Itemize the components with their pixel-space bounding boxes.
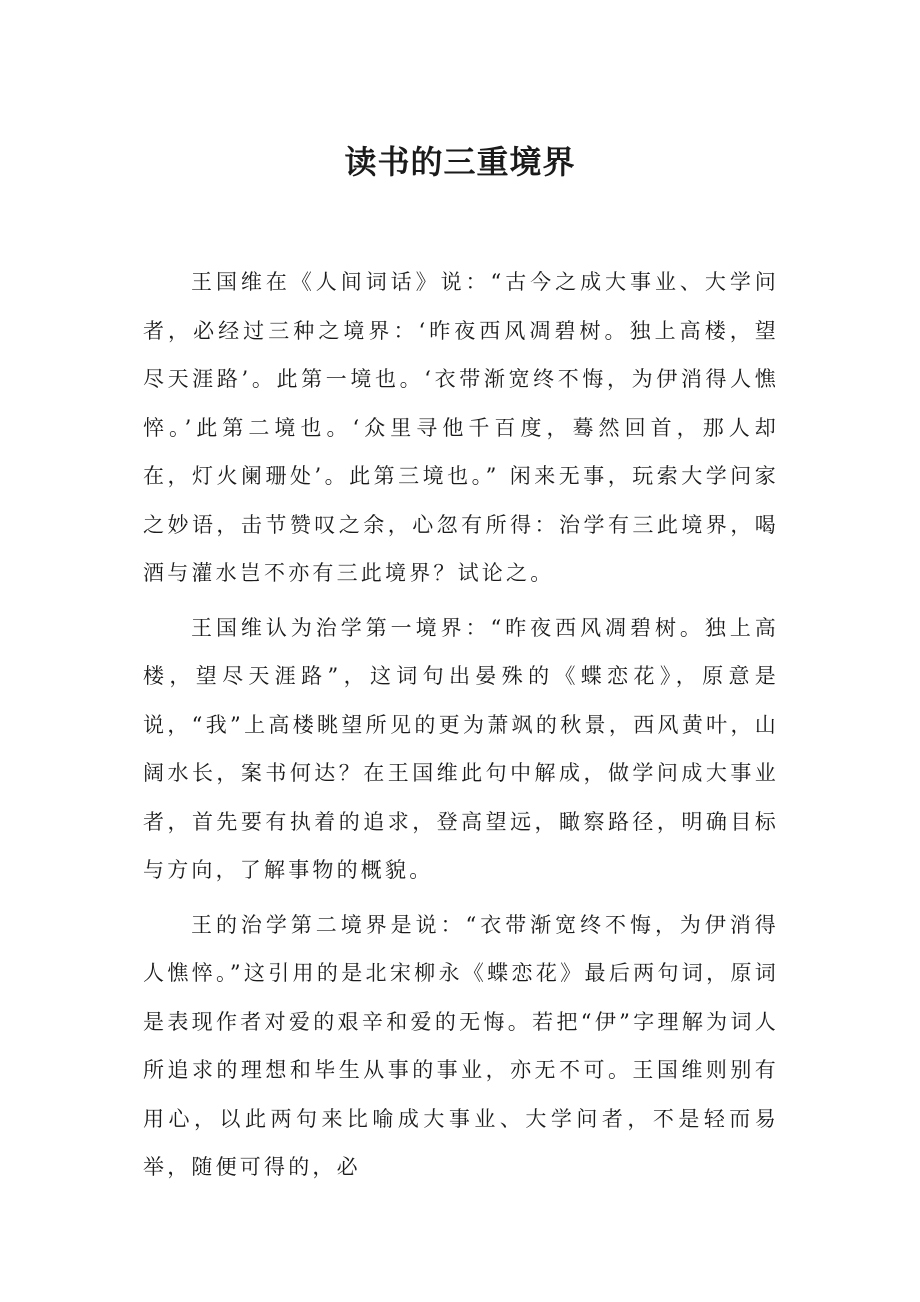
paragraph-3: 王的治学第二境界是说：“衣带渐宽终不悔，为伊消得人憔悴。”这引用的是北宋柳永《蝶恋花》最后两句词，原词是表现作者对爱的艰辛和爱的无悔。若把“伊”字理解为词人所追求的理想和毕生从事的事业，亦无不可。王国维则别有用心，以此两句来比喻成大事业、大学问者，不是轻而易举，随便可得的，必 — [143, 912, 779, 1179]
document-body — [143, 258, 779, 1198]
page-title: 读书的三重境界 — [344, 143, 576, 181]
paragraph-2: 王国维认为治学第一境界：“昨夜西风凋碧树。独上高楼，望尽天涯路”，这词句出晏殊的《蝶恋花》，原意是说，“我”上高楼眺望所见的更为萧飒的秋景，西风黄叶，山阔水长，案书何达？在王国维此句中解成，做学问成大事业者，首先要有执着的追求，登高望远，瞰察路径，明确目标与方向，了解事物的概貌。 — [143, 615, 779, 882]
paragraph-1: 王国维在《人间词话》说：“古今之成大事业、大学问者，必经过三种之境界：‘昨夜西风凋碧树。独上高楼，望尽天涯路’。此第一境也。‘衣带渐宽终不悔，为伊消得人憔悴。’此第二境也。‘众里寻他千百度，蓦然回首，那人却在，灯火阑珊处’。此第三境也。” 闲来无事，玩索大学问家之妙语，击节赞叹之余，心忽有所得：治学有三此境界，喝酒与灌水岂不亦有三此境界？试论之。 — [143, 270, 779, 585]
